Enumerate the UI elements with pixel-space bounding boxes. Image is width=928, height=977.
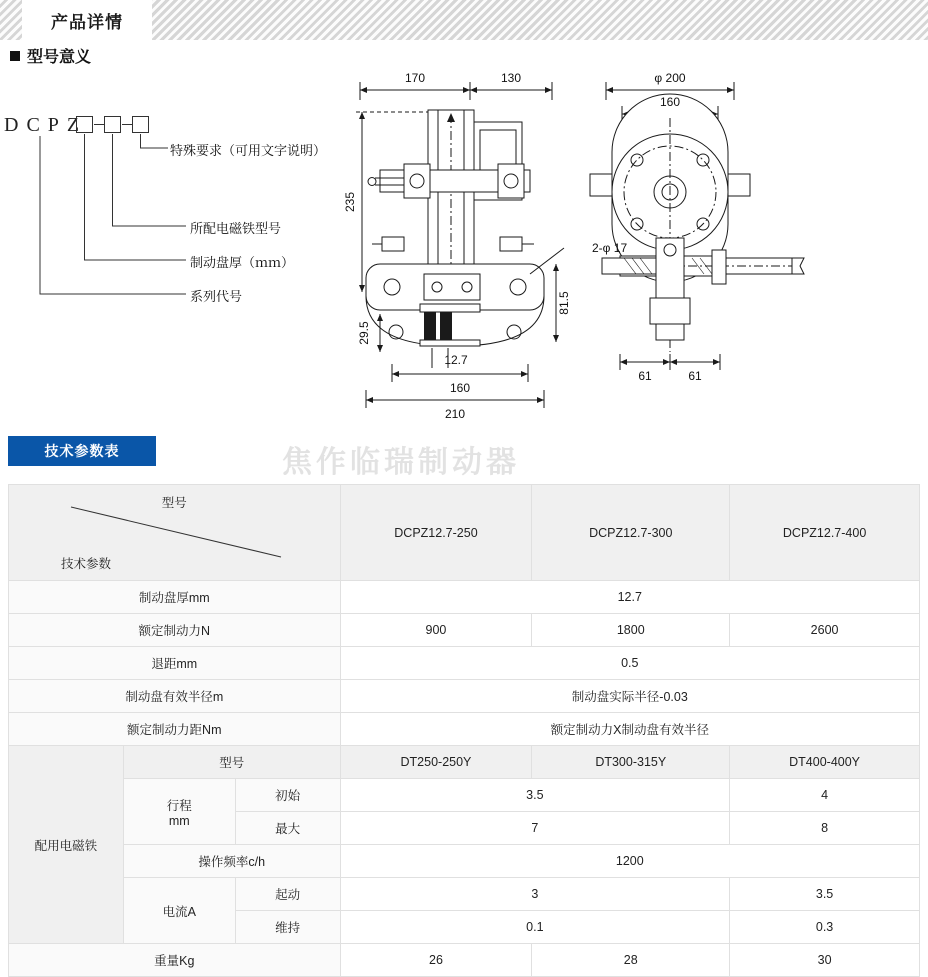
value-rated-torque: 额定制动力X制动盘有效半径 [340, 713, 919, 746]
value-stroke-initial-3: 4 [730, 779, 920, 812]
value-retract-gap: 0.5 [340, 647, 919, 680]
solenoid-model-3: DT400-400Y [730, 746, 920, 779]
value-disc-thickness: 12.7 [340, 581, 919, 614]
row-label-stroke [123, 779, 235, 845]
row-label-frequency: 操作频率c/h [123, 845, 340, 878]
section-title-text: 型号意义 [27, 49, 92, 66]
value-weight-3: 30 [730, 944, 920, 977]
watermark-text: 焦作临瑞制动器 [282, 446, 520, 479]
dim-61-b: 61 [688, 369, 702, 383]
model-header-1: DCPZ12.7-250 [340, 485, 532, 581]
dim-235: 235 [343, 191, 357, 213]
sub-label-stroke-max: 最大 [235, 812, 340, 845]
header-bar [0, 0, 928, 40]
model-header-2: DCPZ12.7-300 [532, 485, 730, 581]
value-stroke-max-3: 8 [730, 812, 920, 845]
drawing-svg [320, 52, 920, 427]
value-current-hold-12: 0.1 [340, 911, 730, 944]
value-rated-force-2: 1800 [532, 614, 730, 647]
row-label-rated-force: 额定制动力N [9, 614, 341, 647]
model-header-3: DCPZ12.7-400 [730, 485, 920, 581]
corner-label-parameter: 技术参数 [61, 557, 112, 571]
corner-label-model: 型号 [161, 496, 187, 510]
table-row-retract-gap [9, 647, 920, 680]
dim-61-a: 61 [638, 369, 652, 383]
value-stroke-max-12: 7 [340, 812, 730, 845]
value-frequency: 1200 [340, 845, 919, 878]
group-label-solenoid: 配用电磁铁 [9, 746, 124, 944]
dim-160-right: 160 [659, 95, 681, 109]
section-title-model-meaning [10, 44, 91, 67]
dim-160-left: 160 [449, 381, 471, 395]
table-row-effective-radius [9, 680, 920, 713]
table-row-rated-torque [9, 713, 920, 746]
value-weight-2: 28 [532, 944, 730, 977]
table-row-frequency [9, 845, 920, 878]
row-label-solenoid-model: 型号 [123, 746, 340, 779]
sub-label-current-hold: 维持 [235, 911, 340, 944]
value-effective-radius: 制动盘实际半径-0.03 [340, 680, 919, 713]
dim-130: 130 [500, 71, 522, 85]
sub-label-current-start: 起动 [235, 878, 340, 911]
solenoid-model-2: DT300-315Y [532, 746, 730, 779]
value-stroke-initial-12: 3.5 [340, 779, 730, 812]
value-current-start-12: 3 [340, 878, 730, 911]
table-row-disc-thickness [9, 581, 920, 614]
model-code-diagram [0, 96, 350, 326]
row-label-stroke-unit: mm [168, 813, 190, 828]
value-current-start-3: 3.5 [730, 878, 920, 911]
bullet-square-icon [10, 51, 20, 61]
leader-label-solenoid-model: 所配电磁铁型号 [190, 221, 282, 236]
row-label-effective-radius: 制动盘有效半径m [9, 680, 341, 713]
tech-param-banner: 技术参数表 [8, 436, 156, 466]
table-row-header [9, 485, 920, 581]
row-label-weight: 重量Kg [9, 944, 341, 977]
table-row-weight [9, 944, 920, 977]
table-row-solenoid-model [9, 746, 920, 779]
dim-81-5: 81.5 [557, 291, 571, 315]
row-label-stroke-text: 行程 [166, 798, 192, 813]
row-label-retract-gap: 退距mm [9, 647, 341, 680]
table-row-rated-force [9, 614, 920, 647]
dim-170: 170 [404, 71, 426, 85]
sub-label-stroke-initial: 初始 [235, 779, 340, 812]
dim-210: 210 [444, 407, 466, 421]
table-row-current-start [9, 878, 920, 911]
value-weight-1: 26 [340, 944, 532, 977]
value-rated-force-1: 900 [340, 614, 532, 647]
row-label-rated-torque: 额定制动力距Nm [9, 713, 341, 746]
dim-2-phi-17: 2-φ 17 [592, 241, 628, 255]
value-current-hold-3: 0.3 [730, 911, 920, 944]
table-row-stroke-initial [9, 779, 920, 812]
solenoid-model-1: DT250-250Y [340, 746, 532, 779]
leader-lines [0, 96, 350, 326]
technical-drawing [320, 52, 920, 427]
leader-label-special-requirement: 特殊要求（可用文字说明） [170, 143, 327, 158]
dim-12-7: 12.7 [444, 353, 468, 367]
dim-29-5: 29.5 [357, 321, 371, 345]
row-label-disc-thickness: 制动盘厚mm [9, 581, 341, 614]
corner-cell [9, 485, 341, 581]
model-code-text: DCPZ [4, 114, 88, 136]
dim-phi-200: φ 200 [654, 71, 686, 85]
leader-label-series-code: 系列代号 [190, 289, 243, 304]
leader-label-disc-thickness: 制动盘厚（ｍｍ） [190, 255, 295, 270]
value-rated-force-3: 2600 [730, 614, 920, 647]
row-label-current: 电流A [123, 878, 235, 944]
spec-table [8, 484, 920, 977]
tab-product-detail[interactable]: 产品详情 [22, 0, 152, 40]
